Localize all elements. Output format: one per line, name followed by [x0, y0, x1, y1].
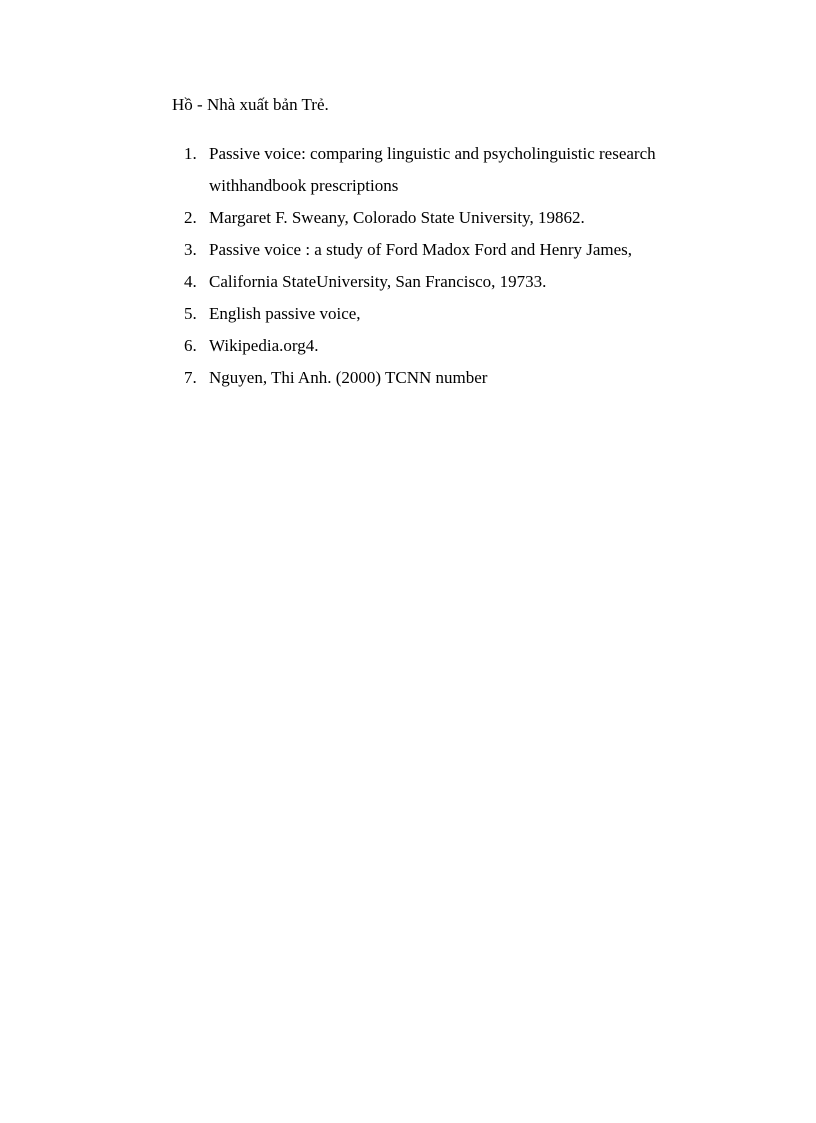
reference-text: Passive voice : a study of Ford Madox Ford and Henry James,: [209, 240, 633, 259]
reference-text: English passive voice,: [209, 304, 361, 323]
reference-text: Margaret F. Sweany, Colorado State University, 19862.: [209, 208, 585, 227]
reference-text: Wikipedia.org4.: [209, 336, 319, 355]
reference-number: 4.: [184, 272, 197, 291]
reference-item-3: [172, 234, 732, 266]
intro-line: Hồ - Nhà xuất bản Trẻ.: [172, 95, 329, 114]
reference-number: 3.: [184, 240, 197, 259]
reference-item-7: [172, 362, 732, 394]
reference-number: 5.: [184, 304, 197, 323]
reference-list: [172, 138, 732, 394]
reference-item-6: [172, 330, 732, 362]
reference-text: Nguyen, Thi Anh. (2000) TCNN number: [209, 368, 488, 387]
reference-number: 7.: [184, 368, 197, 387]
reference-item-4: [172, 266, 732, 298]
reference-text: Passive voice: comparing linguistic and psycholinguistic research withhandbook prescriptions: [209, 144, 656, 195]
reference-text: California StateUniversity, San Francisco, 19733.: [209, 272, 547, 291]
reference-number: 2.: [184, 208, 197, 227]
reference-item-5: [172, 298, 732, 330]
reference-item-2: [172, 202, 732, 234]
reference-number: 6.: [184, 336, 197, 355]
reference-item-1: [172, 138, 732, 202]
reference-number: 1.: [184, 144, 197, 163]
